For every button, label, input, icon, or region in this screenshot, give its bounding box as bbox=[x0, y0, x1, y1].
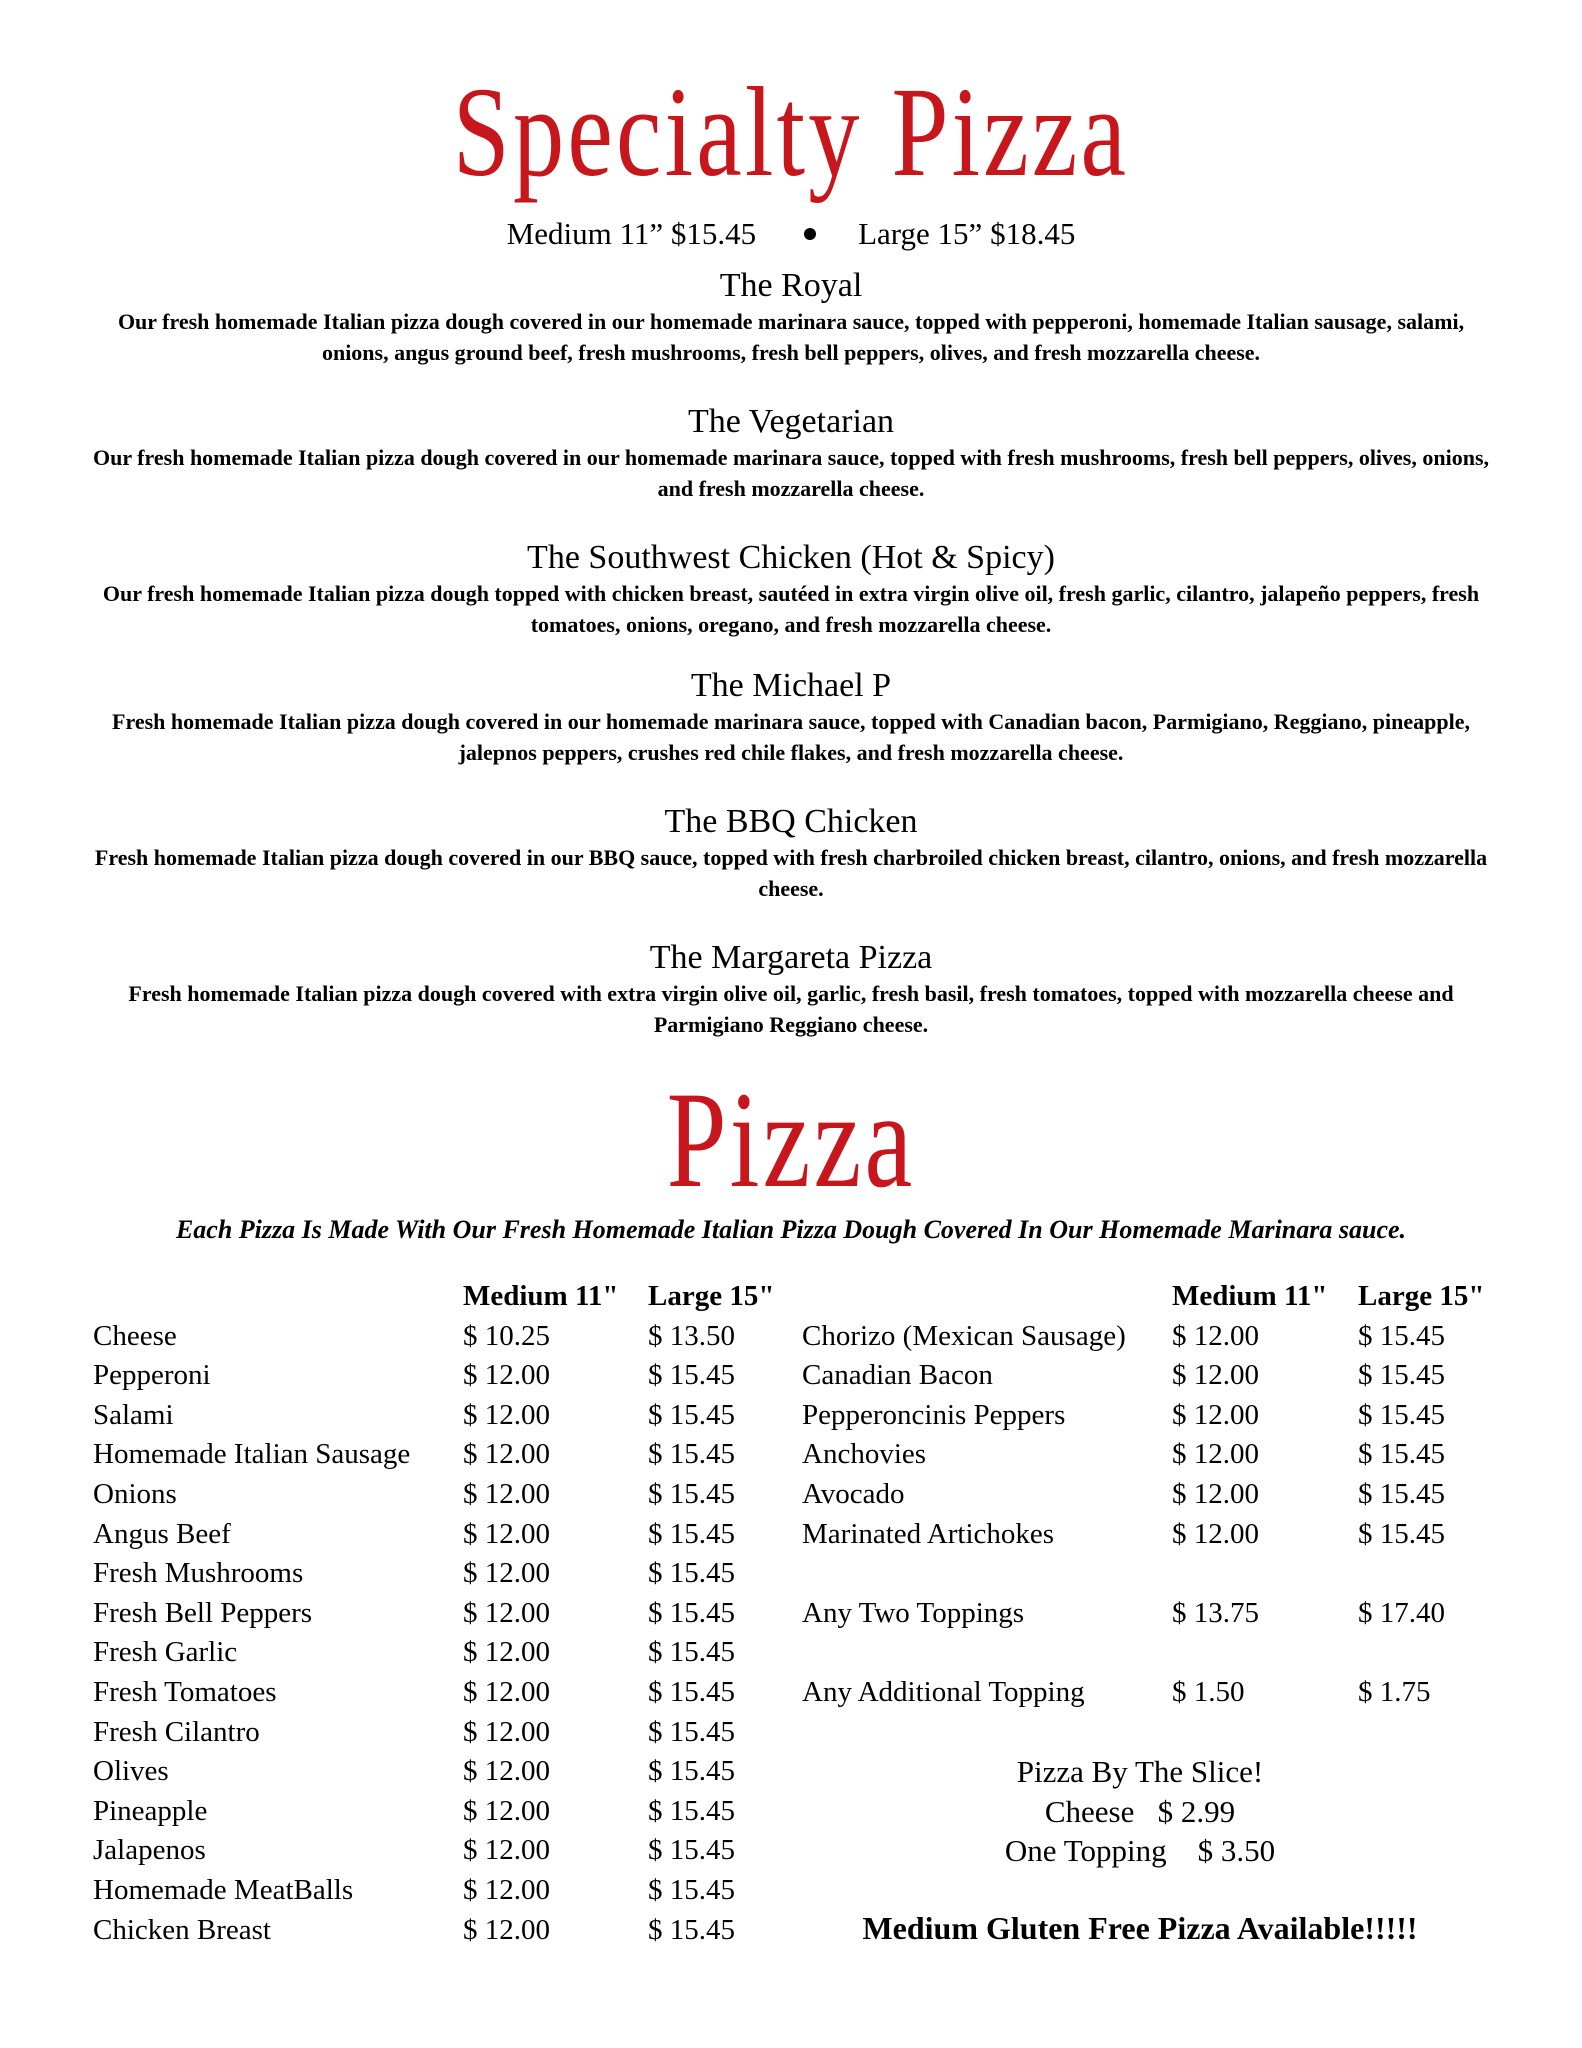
table-row bbox=[802, 1515, 1502, 1555]
item-name: Pepperoncinis Peppers bbox=[802, 1398, 1066, 1431]
slice-title: Pizza By The Slice! bbox=[1016, 1754, 1264, 1789]
medium-price: $ 12.00 bbox=[463, 1398, 550, 1431]
table-row bbox=[802, 1396, 1502, 1436]
item-name: Any Additional Topping bbox=[802, 1675, 1085, 1708]
specialty-pizza-title: Specialty Pizza bbox=[452, 61, 1130, 203]
item-name: Homemade Italian Sausage bbox=[93, 1438, 411, 1471]
item-name: Marinated Artichokes bbox=[802, 1517, 1055, 1550]
table-row bbox=[93, 1871, 793, 1911]
item-name: Pineapple bbox=[93, 1794, 208, 1827]
item-name: Homemade MeatBalls bbox=[93, 1873, 354, 1906]
large-price: $ 17.40 bbox=[1358, 1596, 1445, 1629]
table-row bbox=[802, 1317, 1502, 1357]
specialty-item-description: Fresh homemade Italian pizza dough covered in our BBQ sauce, topped with fresh charbroiled chicken breast, cilantro, onions, and fresh mozzarella cheese. bbox=[94, 845, 1488, 901]
medium-price: $ 12.00 bbox=[463, 1675, 550, 1708]
specialty-item-description: Our fresh homemade Italian pizza dough topped with chicken breast, sautéed in extra virgin olive oil, fresh garlic, cilantro, jalapeño peppers, fresh tomatoes, onions, oregano, and fresh mozzarella cheese. bbox=[102, 581, 1480, 637]
specialty-item-name: The Vegetarian bbox=[687, 403, 895, 440]
specialty-item-description: Fresh homemade Italian pizza dough covered in our homemade marinara sauce, topped with Canadian bacon, Parmigiano, Reggiano, pineapple, jalepnos peppers, crushes red chile flakes, and fresh mozzarella cheese. bbox=[112, 709, 1470, 765]
table-row bbox=[93, 1475, 793, 1515]
gluten-free-note: Medium Gluten Free Pizza Available!!!!! bbox=[862, 1910, 1418, 1946]
item-name: Fresh Mushrooms bbox=[93, 1557, 304, 1590]
table-row bbox=[93, 1752, 793, 1792]
item-name: Onions bbox=[93, 1477, 177, 1510]
slice-cheese-price: $ 2.99 bbox=[1157, 1794, 1236, 1829]
specialty-item-name: The Margareta Pizza bbox=[649, 939, 933, 976]
pizza-price-table-left bbox=[93, 1277, 793, 1950]
table-row bbox=[802, 1554, 1502, 1594]
large-price: $ 15.45 bbox=[1358, 1517, 1445, 1550]
medium-price: $ 12.00 bbox=[463, 1715, 550, 1748]
column-header-medium: Medium 11" bbox=[1172, 1280, 1328, 1312]
specialty-item-name: The Southwest Chicken (Hot & Spicy) bbox=[527, 539, 1055, 576]
pizza-subtitle: Each Pizza Is Made With Our Fresh Homemade Italian Pizza Dough Covered In Our Homemade Marinara sauce. bbox=[175, 1215, 1407, 1244]
large-price: $ 15.45 bbox=[648, 1596, 735, 1629]
table-row bbox=[93, 1831, 793, 1871]
large-price: $ 13.50 bbox=[648, 1319, 735, 1352]
specialty-item-name: The Michael P bbox=[690, 667, 892, 704]
medium-price: $ 12.00 bbox=[463, 1557, 550, 1590]
item-name: Fresh Bell Peppers bbox=[93, 1596, 313, 1629]
large-price: $ 15.45 bbox=[648, 1398, 735, 1431]
table-row bbox=[802, 1435, 1502, 1475]
specialty-item-michael-p bbox=[60, 666, 1522, 768]
medium-price: $ 12.00 bbox=[463, 1359, 550, 1392]
table-row bbox=[93, 1792, 793, 1832]
large-price: $ 15.45 bbox=[648, 1873, 735, 1906]
item-name: Olives bbox=[93, 1755, 169, 1788]
bullet-dot bbox=[804, 228, 816, 240]
table-row bbox=[93, 1673, 793, 1713]
large-price: $ 15.45 bbox=[1358, 1359, 1445, 1392]
specialty-item-description: Our fresh homemade Italian pizza dough covered in our homemade marinara sauce, topped with fresh mushrooms, fresh bell peppers, olives, onions, and fresh mozzarella cheese. bbox=[92, 445, 1490, 501]
medium-price: $ 10.25 bbox=[463, 1319, 550, 1352]
medium-price: $ 12.00 bbox=[1172, 1359, 1259, 1392]
table-row bbox=[93, 1317, 793, 1357]
large-price: $ 15.45 bbox=[648, 1636, 735, 1669]
medium-price: $ 12.00 bbox=[463, 1834, 550, 1867]
table-row bbox=[93, 1515, 793, 1555]
slice-topping-line bbox=[902, 1831, 1378, 1871]
large-price: $ 15.45 bbox=[1358, 1398, 1445, 1431]
table-row bbox=[93, 1911, 793, 1951]
slice-cheese-line bbox=[902, 1792, 1378, 1832]
large-price: $ 15.45 bbox=[1358, 1477, 1445, 1510]
medium-price: $ 12.00 bbox=[463, 1873, 550, 1906]
slice-topping-price: $ 3.50 bbox=[1197, 1833, 1276, 1868]
large-price: $ 15.45 bbox=[648, 1794, 735, 1827]
specialty-item-royal bbox=[60, 266, 1522, 368]
large-price: $ 15.45 bbox=[648, 1675, 735, 1708]
slice-topping-label: One Topping bbox=[1004, 1833, 1167, 1868]
specialty-item-name: The BBQ Chicken bbox=[664, 803, 918, 840]
large-price: $ 15.45 bbox=[648, 1715, 735, 1748]
medium-price: $ 12.00 bbox=[1172, 1398, 1259, 1431]
specialty-item-bbq-chicken bbox=[60, 802, 1522, 904]
large-price: $ 15.45 bbox=[648, 1913, 735, 1946]
large-price: $ 15.45 bbox=[648, 1517, 735, 1550]
large-price: $ 15.45 bbox=[648, 1834, 735, 1867]
table-row bbox=[93, 1435, 793, 1475]
large-price: Large 15” $18.45 bbox=[858, 216, 1076, 251]
item-name: Fresh Tomatoes bbox=[93, 1675, 277, 1708]
specialty-item-vegetarian bbox=[60, 402, 1522, 504]
item-name: Jalapenos bbox=[93, 1834, 206, 1867]
medium-price: $ 12.00 bbox=[463, 1438, 550, 1471]
item-name: Pepperoni bbox=[93, 1359, 211, 1392]
medium-price: $ 12.00 bbox=[463, 1477, 550, 1510]
large-price: $ 15.45 bbox=[648, 1359, 735, 1392]
item-name: Angus Beef bbox=[93, 1517, 231, 1550]
medium-price: Medium 11” $15.45 bbox=[506, 216, 757, 251]
table-row bbox=[802, 1633, 1502, 1673]
large-price: $ 15.45 bbox=[648, 1438, 735, 1471]
medium-price: $ 12.00 bbox=[463, 1755, 550, 1788]
table-row bbox=[93, 1396, 793, 1436]
medium-price: $ 12.00 bbox=[463, 1913, 550, 1946]
item-name: Canadian Bacon bbox=[802, 1359, 993, 1392]
pizza-price-table-right bbox=[802, 1277, 1502, 1713]
pizza-title: Pizza bbox=[666, 1063, 916, 1216]
item-name: Anchovies bbox=[802, 1438, 927, 1471]
large-price: $ 1.75 bbox=[1358, 1675, 1431, 1708]
table-row bbox=[802, 1594, 1502, 1634]
specialty-item-description: Fresh homemade Italian pizza dough covered with extra virgin olive oil, garlic, fresh basil, fresh tomatoes, topped with mozzarella cheese and Parmigiano Reggiano cheese. bbox=[128, 981, 1454, 1037]
medium-price: $ 12.00 bbox=[463, 1794, 550, 1827]
table-row bbox=[93, 1554, 793, 1594]
medium-price: $ 12.00 bbox=[1172, 1438, 1259, 1471]
medium-price: $ 12.00 bbox=[1172, 1517, 1259, 1550]
item-name: Fresh Garlic bbox=[93, 1636, 238, 1669]
table-header bbox=[93, 1277, 793, 1317]
table-row bbox=[93, 1633, 793, 1673]
table-row bbox=[802, 1673, 1502, 1713]
table-row bbox=[802, 1356, 1502, 1396]
table-row bbox=[802, 1475, 1502, 1515]
table-header bbox=[802, 1277, 1502, 1317]
large-price: $ 15.45 bbox=[648, 1557, 735, 1590]
large-price: $ 15.45 bbox=[648, 1477, 735, 1510]
table-row bbox=[93, 1713, 793, 1753]
item-name: Chicken Breast bbox=[93, 1913, 271, 1946]
medium-price: $ 12.00 bbox=[463, 1636, 550, 1669]
specialty-item-name: The Royal bbox=[719, 267, 863, 304]
item-name: Chorizo (Mexican Sausage) bbox=[802, 1319, 1126, 1352]
medium-price: $ 1.50 bbox=[1172, 1675, 1245, 1708]
large-price: $ 15.45 bbox=[1358, 1438, 1445, 1471]
slice-cheese-label: Cheese bbox=[1044, 1794, 1135, 1829]
specialty-item-southwest-chicken bbox=[60, 538, 1522, 640]
column-header-large: Large 15" bbox=[648, 1280, 775, 1312]
item-name: Salami bbox=[93, 1398, 174, 1431]
specialty-item-description: Our fresh homemade Italian pizza dough covered in our homemade marinara sauce, topped with pepperoni, homemade Italian sausage, salami, onions, angus ground beef, fresh mushrooms, fresh bell peppers, olives, and fresh mozzarella cheese. bbox=[117, 309, 1465, 365]
medium-price: $ 12.00 bbox=[463, 1517, 550, 1550]
column-header-medium: Medium 11" bbox=[463, 1280, 619, 1312]
medium-price: $ 12.00 bbox=[463, 1596, 550, 1629]
specialty-item-margareta bbox=[60, 938, 1522, 1040]
specialty-price-line bbox=[0, 214, 1582, 254]
table-row bbox=[93, 1356, 793, 1396]
item-name: Cheese bbox=[93, 1319, 177, 1352]
column-header-large: Large 15" bbox=[1358, 1280, 1485, 1312]
table-row bbox=[93, 1594, 793, 1634]
large-price: $ 15.45 bbox=[1358, 1319, 1445, 1352]
item-name: Fresh Cilantro bbox=[93, 1715, 260, 1748]
medium-price: $ 12.00 bbox=[1172, 1477, 1259, 1510]
item-name: Avocado bbox=[802, 1477, 905, 1510]
medium-price: $ 13.75 bbox=[1172, 1596, 1259, 1629]
item-name: Any Two Toppings bbox=[802, 1596, 1025, 1629]
medium-price: $ 12.00 bbox=[1172, 1319, 1259, 1352]
large-price: $ 15.45 bbox=[648, 1755, 735, 1788]
